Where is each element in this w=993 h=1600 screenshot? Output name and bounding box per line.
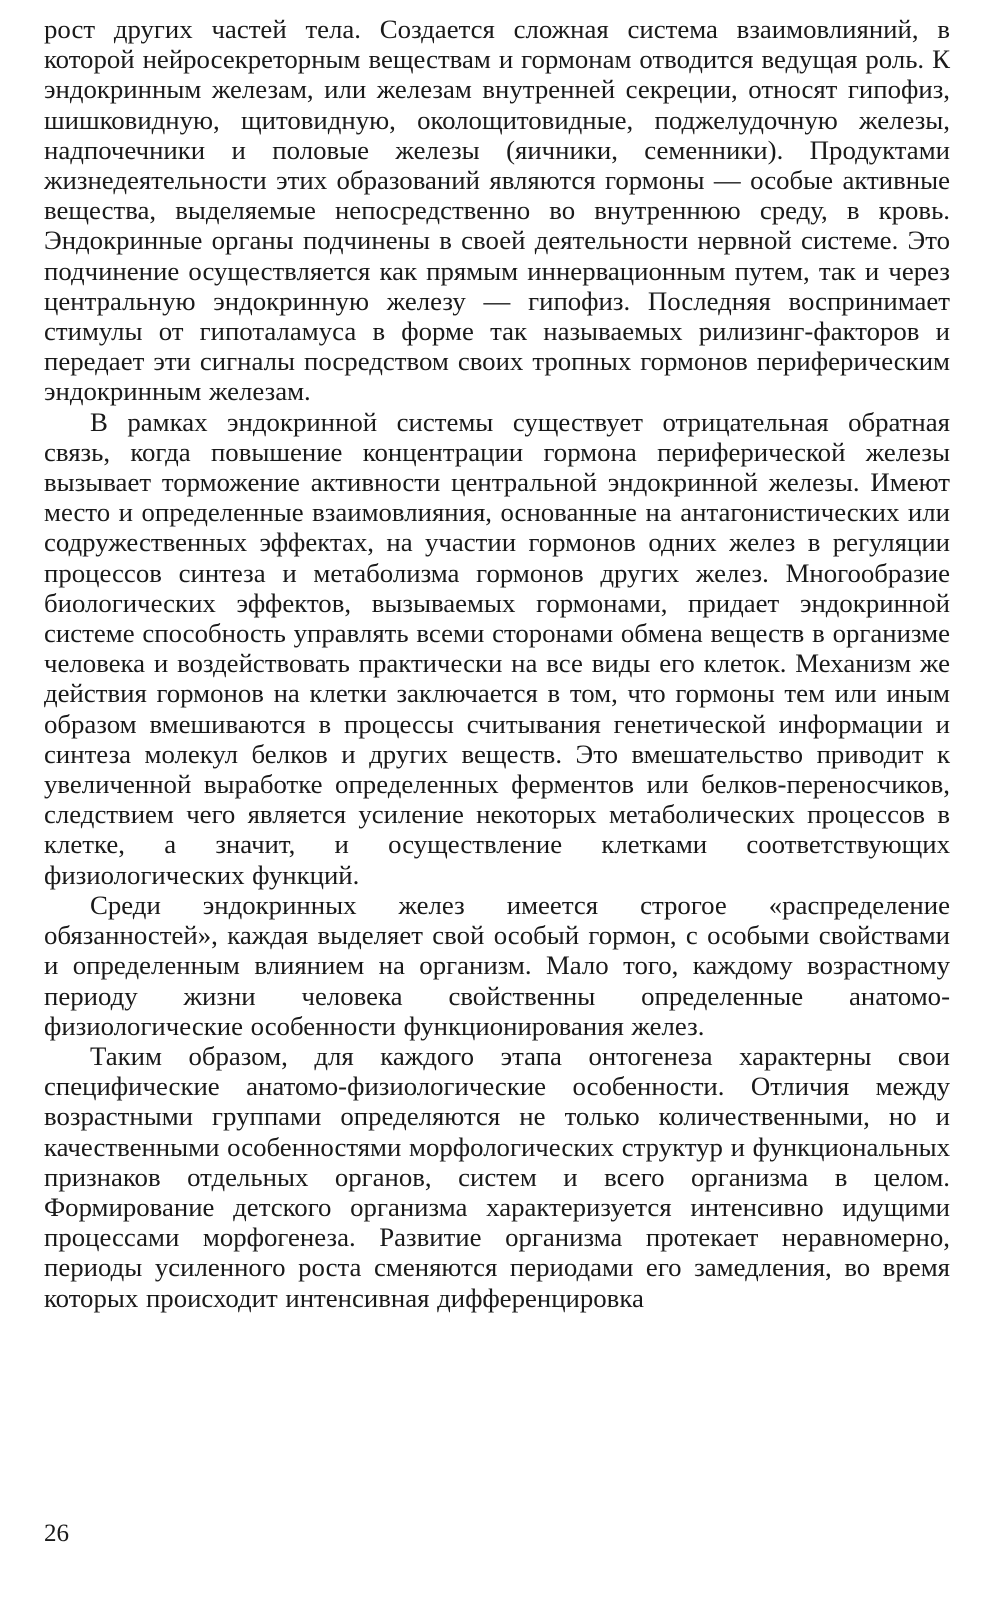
paragraph-1: рост других частей тела. Создается сложная система взаимовлияний, в которой нейросекреторным веществам и гормонам отводится ведущая роль. К эндокринным железам, или железам внутренней секреции, относят гипофиз, шишковидную, щитовидную, околощитовидные, поджелудочную железы, надпочечники и половые железы (яичники, семенники). Продуктами жизнедеятельности этих образований являются гормоны — особые активные вещества, выделяемые непосредственно во внутреннюю среду, в кровь. Эндокринные органы подчинены в своей деятельности нервной системе. Это подчинение осуществляется как прямым иннервационным путем, так и через центральную эндокринную железу — гипофиз. Последняя воспринимает стимулы от гипоталамуса в форме так называемых рилизинг-факторов и передает эти сигналы посредством своих тропных гормонов периферическим эндокринным железам. (44, 14, 950, 407)
paragraph-2: В рамках эндокринной системы существует отрицательная обратная связь, когда повышение концентрации гормона периферической железы вызывает торможение активности центральной эндокринной железы. Имеют место и определенные взаимовлияния, основанные на антагонистических или содружественных эффектах, на участии гормонов одних желез в регуляции процессов синтеза и метаболизма гормонов других желез. Многообразие биологических эффектов, вызываемых гормонами, придает эндокринной системе способность управлять всеми сторонами обмена веществ в организме человека и воздействовать практически на все виды его клеток. Механизм же действия гормонов на клетки заключается в том, что гормоны тем или иным образом вмешиваются в процессы считывания генетической информации и синтеза молекул белков и других веществ. Это вмешательство приводит к увеличенной выработке определенных ферментов или белков-переносчиков, следствием чего является усиление некоторых метаболических процессов в клетке, а значит, и осуществление клетками соответствующих физиологических функций. (44, 406, 950, 890)
paragraph-4: Таким образом, для каждого этапа онтогенеза характерны свои специфические анатомо-физиологические особенности. Отличия между возрастными группами определяются не только количественными, но и качественными особенностями морфологических структур и функциональных признаков отдельных органов, систем и всего организма в целом. Формирование детского организма характеризуется интенсивно идущими процессами морфогенеза. Развитие организма протекает неравномерно, периоды усиленного роста сменяются периодами его замедления, во время которых происходит интенсивная дифференцировка (44, 1040, 950, 1313)
page-number: 26 (44, 1520, 69, 1547)
paragraph-3: Среди эндокринных желез имеется строгое «распределение обязанностей», каждая выделяет свой особый гормон, с особыми свойствами и определенным влиянием на организм. Мало того, каждому возрастному периоду жизни человека свойственны определенные анатомо-физиологические особенности функционирования желез. (44, 889, 950, 1041)
book-page (44, 14, 950, 1594)
